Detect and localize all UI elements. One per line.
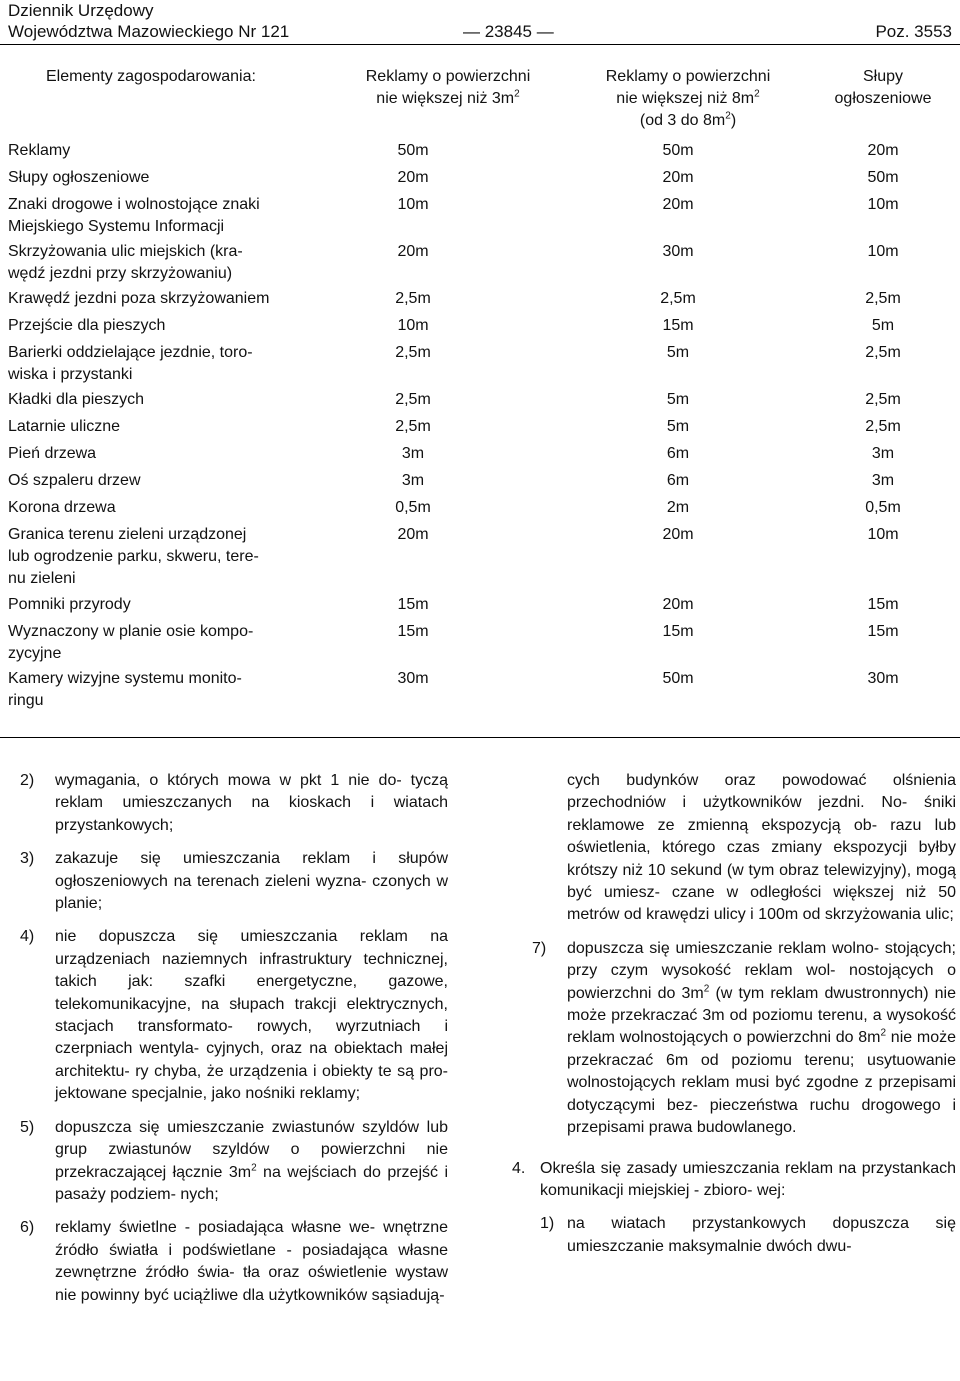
list-item — [20, 1117, 448, 1207]
section-4 — [512, 1158, 956, 1203]
right-text-column — [512, 770, 956, 1269]
header-ads-3m: Reklamy o powierzchni nie większej niż $3m^2$ — [365, 68, 531, 107]
row-value: 2,5m — [865, 344, 901, 361]
row-value: 50m — [662, 670, 694, 687]
table-row — [8, 167, 958, 194]
row-value: 50m — [397, 142, 429, 159]
row-value: 5m — [666, 391, 690, 408]
row-label: Barierki oddzielające jezdnie, toro- wiska i przystanki — [8, 344, 253, 383]
page-number: — 23845 — — [463, 22, 554, 41]
row-label: Kładki dla pieszych — [8, 391, 145, 408]
row-value: 20m — [662, 596, 694, 613]
row-label: Oś szpaleru drzew — [8, 472, 141, 489]
row-value: 10m — [867, 243, 899, 260]
row-value: 15m — [867, 623, 899, 640]
row-value: 2,5m — [395, 344, 431, 361]
row-value: 30m — [662, 243, 694, 260]
row-label: Granica terenu zieleni urządzonej lub ogrodzenie parku, skweru, tere- nu zieleni — [8, 526, 259, 587]
row-value: 20m — [397, 526, 429, 543]
page-header — [8, 0, 952, 42]
row-label: Znaki drogowe i wolnostojące znaki Miejskiego Systemu Informacji — [8, 196, 260, 235]
row-label: Przejście dla pieszych — [8, 317, 166, 334]
section-number: 4. — [512, 1159, 526, 1177]
row-value: 2,5m — [865, 418, 901, 435]
table-row — [8, 416, 958, 443]
header-columns: Słupy ogłoszeniowe — [834, 68, 932, 107]
list-item — [20, 1217, 448, 1307]
row-value: 20m — [662, 526, 694, 543]
row-label: Pomniki przyrody — [8, 596, 131, 613]
row-value: 15m — [662, 623, 694, 640]
row-value: 0,5m — [395, 499, 431, 516]
item-number: 2) — [20, 772, 35, 789]
item-number: 3) — [20, 850, 35, 868]
table-divider — [0, 737, 960, 738]
row-label: Pień drzewa — [8, 445, 97, 462]
table-row — [8, 389, 958, 416]
table-row — [8, 140, 958, 167]
list-item-4-1 — [512, 1213, 956, 1258]
continuation-text: cych budynków oraz powodować olśnienia przechodniów i użytkowników jezdni. No- śniki reklamowe ze zmienną ekspozycją ob- razu lub oświetlenia, którego czas zmiany ekspozycji byłby krótszy niż 10 sekund (w tym obraz telewizyjny), mogą być umiesz- czane w odległości większej niż 50 metrów od krawędzi ulicy i 100m od skrzyżowania ulic; — [567, 772, 956, 924]
header-ads-8m: Reklamy o powierzchni nie większej niż $8m^2$ (od 3 do $8m^2$) — [605, 68, 771, 129]
row-value: 30m — [397, 670, 429, 687]
row-value: 3m — [871, 472, 895, 489]
list-item — [20, 926, 448, 1105]
row-value: 5m — [871, 317, 895, 334]
table-row — [8, 241, 958, 288]
item-number: 1) — [540, 1215, 555, 1233]
row-value: 5m — [666, 418, 690, 435]
item-text: dopuszcza się umieszczanie reklam wolno- stojących; przy czym wysokość reklam wol- nostojących o powierzchni do $3m^2$ (w tym reklam dwustronnych) nie może przekraczać 3m od poziomu terenu, a wysokość reklam wolnostojących o powierzchni do $8m^2$ nie może przekraczać 6m od poziomu terenu; usytuowanie wolnostojących reklam musi być zgodne z przepisami dotyczącymi bez- pieczeństwa ruchu drogowego i przepisami prawa budowlanego. — [567, 939, 956, 1137]
row-value: 20m — [662, 169, 694, 186]
row-label: Latarnie uliczne — [8, 418, 121, 435]
list-item-7 — [512, 938, 956, 1140]
position-number: Poz. 3553 — [875, 22, 952, 41]
row-value: 15m — [867, 596, 899, 613]
row-value: 50m — [662, 142, 694, 159]
table-row — [8, 443, 958, 470]
row-value: 15m — [397, 596, 429, 613]
table-row — [8, 470, 958, 497]
row-value: 0,5m — [865, 499, 901, 516]
header-divider — [0, 44, 960, 45]
item-number: 7) — [532, 939, 547, 957]
row-value: 2,5m — [865, 391, 901, 408]
item-text: na wiatach przystankowych dopuszcza się umieszczanie maksymalnie dwóch dwu- — [567, 1215, 956, 1255]
row-value: 2,5m — [395, 391, 431, 408]
row-value: 2,5m — [395, 290, 431, 307]
row-value: 3m — [401, 445, 425, 462]
header-elements: Elementy zagospodarowania: — [46, 68, 256, 85]
table-header — [8, 66, 958, 140]
table-row — [8, 621, 958, 668]
item-text: dopuszcza się umieszczanie zwiastunów szyldów lub grup zwiastunów szyldów o powierzchni nie przekraczającej łącznie $3m^2$ na wejściach do przejść i pasaży podziem- nych; — [55, 1118, 448, 1203]
table-row — [8, 194, 958, 241]
table-row — [8, 668, 958, 715]
list-item — [20, 848, 448, 915]
row-value: 20m — [662, 196, 694, 213]
row-value: 5m — [666, 344, 690, 361]
row-value: 2,5m — [395, 418, 431, 435]
row-value: 20m — [867, 142, 899, 159]
row-value: 6m — [666, 445, 690, 462]
row-label: Reklamy — [8, 142, 71, 159]
row-value: 2,5m — [660, 290, 696, 307]
item-text: reklamy świetlne - posiadająca własne we- wnętrzne źródło światła i podświetlane - posiadająca własne zewnętrzne źródło świa- tła oraz oświetlenie wystaw nie powinny być uciążliwe dla użytkowników sąsiadują- — [55, 1219, 448, 1304]
row-value: 10m — [867, 196, 899, 213]
table-body — [8, 140, 958, 715]
row-value: 10m — [397, 196, 429, 213]
row-value: 50m — [867, 169, 899, 186]
item-number: 6) — [20, 1219, 35, 1237]
row-value: 20m — [397, 243, 429, 260]
row-label: Korona drzewa — [8, 499, 116, 516]
row-label: Skrzyżowania ulic miejskich (kra- wędź jezdni przy skrzyżowaniu) — [8, 243, 243, 282]
row-label: Kamery wizyjne systemu monito- ringu — [8, 670, 242, 709]
list-item — [20, 770, 448, 837]
item-text: nie dopuszcza się umieszczania reklam na urządzeniach naziemnych infrastruktury technicznej, takich jak: szafki energetyczne, gazowe, telekomunikacyjne, na słupach trakcji elektrycznych, stacjach transformato- rowych, wyrzutniach i czerpniach wentyla- cyjnych, oraz na obiektach małej architektu- ry chyba, że urządzenia i obiekty te są pro- jektowane specjalnie, jako nośniki reklamy; — [55, 928, 448, 1103]
row-value: 10m — [867, 526, 899, 543]
row-value: 6m — [666, 472, 690, 489]
journal-title: Dziennik Urzędowy — [8, 1, 154, 20]
row-value: 15m — [662, 317, 694, 334]
continuation-paragraph — [512, 770, 956, 927]
row-value: 2m — [666, 499, 690, 516]
row-value: 10m — [397, 317, 429, 334]
item-text: zakazuje się umieszczania reklam i słupów ogłoszeniowych na terenach zieleni wyzna- czonych w planie; — [55, 850, 448, 913]
row-value: 3m — [401, 472, 425, 489]
row-label: Słupy ogłoszeniowe — [8, 169, 150, 186]
table-row — [8, 342, 958, 389]
table-row — [8, 288, 958, 315]
row-value: 2,5m — [865, 290, 901, 307]
item-number: 5) — [20, 1118, 35, 1136]
item-text: wymagania, o których mowa w pkt 1 nie do- tyczą reklam umieszczanych na kioskach i wiatach przystankowych; — [55, 772, 448, 834]
section-text: Określa się zasady umieszczania reklam na przystankach komunikacji miejskiej - zbioro- wej: — [540, 1159, 956, 1199]
journal-subtitle: Województwa Mazowieckiego Nr 121 — [8, 22, 290, 41]
left-text-column — [20, 770, 448, 1318]
row-label: Krawędź jezdni poza skrzyżowaniem — [8, 290, 270, 307]
row-value: 15m — [397, 623, 429, 640]
table-row — [8, 497, 958, 524]
table-row — [8, 315, 958, 342]
row-value: 30m — [867, 670, 899, 687]
row-value: 20m — [397, 169, 429, 186]
table-row — [8, 594, 958, 621]
item-number: 4) — [20, 928, 35, 946]
distance-table — [8, 66, 958, 715]
table-row — [8, 524, 958, 594]
row-label: Wyznaczony w planie osie kompo- zycyjne — [8, 623, 254, 662]
row-value: 3m — [871, 445, 895, 462]
